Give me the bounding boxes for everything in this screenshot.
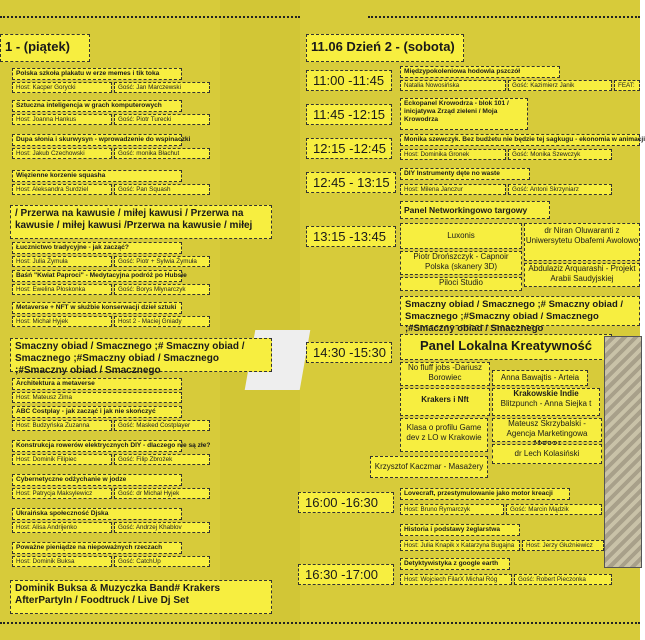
time-slot: 11:00 -11:45 <box>306 70 392 91</box>
session-title: Konstrukcja rowerów elektrycznych DIY - dlaczego nie są złe? <box>12 440 182 452</box>
session-title: ABC Costplay - jak zacząć i jak nie skończyć <box>12 406 182 418</box>
session-extra: FEAT: <box>614 80 640 91</box>
creative-item: No fluff jobs -Dariusz Borowiec <box>400 362 490 386</box>
session-guest: Gość: Filip Zbrożek <box>114 454 210 465</box>
session-title: Historia i podstawy żeglarstwa <box>400 524 520 536</box>
session-guest: Gość: Masked Costplayer <box>114 420 210 431</box>
session-host: Host: Budzyńska Zuzanna <box>12 420 112 431</box>
session-guest: Gość: Andrzej Khablov <box>114 522 210 533</box>
time-slot: 12:15 -12:45 <box>306 138 392 159</box>
networking-title: Panel Networkingowo targowy <box>400 201 550 219</box>
session-host: Host: Joanna Hankus <box>12 114 112 125</box>
session-guest: Host 2 - Maciej Gniady <box>114 316 210 327</box>
session-title: Monika szewczyk. Bez budżetu nie będzie tej sagkugu - ekonomia w animacji <box>400 134 640 146</box>
session-title: Dupa słonia i skurwysyn - wprowadzenie do wspinaczki <box>12 134 182 146</box>
session-title: Sztuczna inteligencja w grach komputerowych <box>12 100 182 112</box>
session-title: Cybernetyczne odżychanie w jodze <box>12 474 182 486</box>
session-host: Host: Patrycja Maksylewicz <box>12 488 112 499</box>
session-title: DIY Instrumenty dęte no waste <box>400 168 530 180</box>
day2-header: 11.06 Dzień 2 - (sobota) <box>306 34 464 62</box>
session-guest: Gość: Pan Squash <box>114 184 210 195</box>
session-title: Eckopanel Krowodrza - blok 101 / inicjatywa Zrząd zieleni / Moja Krowodrza <box>400 98 528 130</box>
bottom-border <box>0 622 640 624</box>
day2-lunch: Smaczny obiad / Smacznego ;# Smaczny obiad / Smacznego ;#Smaczny obiad / Smacznego ;#Smaczny obiad / Smacznego <box>400 296 640 326</box>
session-host: Host: Jakub Czechowski <box>12 148 112 159</box>
exhibitor: dr Niran Oluwaranti z Uniwersytetu Obafemi Awolowo <box>524 223 640 261</box>
coffee-break: / Przerwa na kawusie / miłej kawusi / Przerwa na kawusie / miłej kawusi /Przerwa na kawusie / miłej <box>10 205 272 239</box>
session-guest: Gość: monika Błachut <box>114 148 210 159</box>
session-host: Host: Ewelina Płoskonka <box>12 284 112 295</box>
session-host: Host: Julia Knapik x Katarzyna Bugajna <box>400 540 520 551</box>
session-title: Więzienne korzenie squasha <box>12 170 182 182</box>
session-title: Detyktywistyka z google earth <box>400 558 510 570</box>
session-guest: Host: Jerzy Głużniewicz <box>522 540 604 551</box>
session-host: Host: Bruno Rymarczyk <box>400 504 504 515</box>
exhibitor: Abdulaziz Arquarashi - Projekt Arabii Saudyjskiej <box>524 263 640 287</box>
creative-item: dr Lech Kolasiński <box>492 444 602 464</box>
session-host: Host: Julia Żymuła <box>12 256 112 267</box>
session-guest: Gość: Monika Szewczyk <box>508 149 612 160</box>
session-host: Host: Michał Hyjek <box>12 316 112 327</box>
session-host: Host: Aleksandra Surdziel <box>12 184 112 195</box>
session-guest: Gość: Kazimierz Janik <box>508 80 612 91</box>
session-guest: Gość: Jan Marczewski <box>114 82 210 93</box>
speaker-photo <box>604 336 642 568</box>
exhibitor: Piloci Studio <box>400 277 522 291</box>
top-border-right <box>368 16 640 18</box>
creative-title: Panel Lokalna Kreatywność <box>400 334 612 360</box>
session-guest: Gość: Piotr + Sylwia Żymuła <box>114 256 210 267</box>
creative-item: Mateusz Skrzybalski - Agencja Marketingowa <box>492 418 602 442</box>
session-host: Host: Kacper Gorycki <box>12 82 112 93</box>
creative-item: Klasa o profilu Game dev z LO w Krakowie <box>400 418 488 452</box>
session-guest: Gość: Marcin Mądzik <box>506 504 602 515</box>
day1-header: 1 - (piątek) <box>0 34 90 62</box>
session-guest: Gość: dr Michał Hyjek <box>114 488 210 499</box>
shade-strip <box>220 0 300 640</box>
session-host: Host: Dominik Buksa <box>12 556 112 567</box>
session-guest: Gość: Piotr Turecki <box>114 114 210 125</box>
session-title: Polska szkoła plakatu w erze memes i tik toka <box>12 68 182 80</box>
session-title: Metaverse + NFT w służbie konserwacji dzieł sztuki <box>12 302 182 314</box>
session-guest: Gość: Robert Pieczonka <box>514 574 612 585</box>
session-host: Natalia Nowosińska <box>400 80 506 91</box>
session-title: Ukraińska społeczność Djska <box>12 508 182 520</box>
session-title: Architektura a metaverse <box>12 378 182 390</box>
time-slot: 11:45 -12:15 <box>306 104 392 125</box>
time-slot: 16:00 -16:30 <box>298 492 394 513</box>
top-border <box>0 16 300 18</box>
day1-lunch: Smaczny obiad / Smacznego ;# Smaczny obiad / Smacznego ;#Smaczny obiad / Smacznego ;#Smaczny obiad / Smacznego <box>10 338 272 372</box>
exhibitor: Luxonis <box>400 223 522 249</box>
session-host: Host: Dominik Filipiec <box>12 454 112 465</box>
creative-item: Anna Bawajtis - Arteia <box>492 370 588 386</box>
exhibitor: Piotr Drońszczyk - Capnoir Polska (skanery 3D) <box>400 251 522 275</box>
session-title: Lovecraft, przestymulowanie jako motor kreacji <box>400 488 570 500</box>
session-host: Host: Milena Janczur <box>400 184 506 195</box>
creative-item: Krakowskie Indie Blitzpunch - Anna Siejka t <box>492 388 600 416</box>
creative-item: Krzysztof Kaczmar - Masażery <box>370 456 488 478</box>
time-slot: 14:30 -15:30 <box>306 342 392 363</box>
session-host: Host: Alisa Andrijenko <box>12 522 112 533</box>
session-title: Międzypokoleniowa hodowla pszczół <box>400 66 560 78</box>
evening-event: Dominik Buksa & Muzyczka Band# Krakers AfterPartyIn / Foodtruck / Live Dj Set <box>10 580 272 614</box>
session-host: Host: Dominika Gronek <box>400 149 506 160</box>
session-host: Host: Wojciech FilarX Michał Róg <box>400 574 512 585</box>
session-host: Host: Mateusz Zima <box>12 392 182 403</box>
session-title: Baśń "Kwiat Paproci" - Medytacyjna podróż po Hubsie <box>12 270 182 282</box>
session-guest: Gość: Borys Młynarczyk <box>114 284 210 295</box>
creative-item: Krakers i Nft <box>400 388 490 416</box>
time-slot: 12:45 - 13:15 <box>306 172 396 193</box>
session-title: Poważne pieniądze na niepoważnych rzeczach <box>12 542 182 554</box>
session-guest: Gość: Antoni Skrzyniarz <box>508 184 612 195</box>
session-title: Łucznictwo tradycyjne - jak zacząć? <box>12 242 182 254</box>
time-slot: 16:30 -17:00 <box>298 564 394 585</box>
time-slot: 13:15 -13:45 <box>306 226 396 247</box>
session-guest: Gość: CatchUp <box>114 556 210 567</box>
